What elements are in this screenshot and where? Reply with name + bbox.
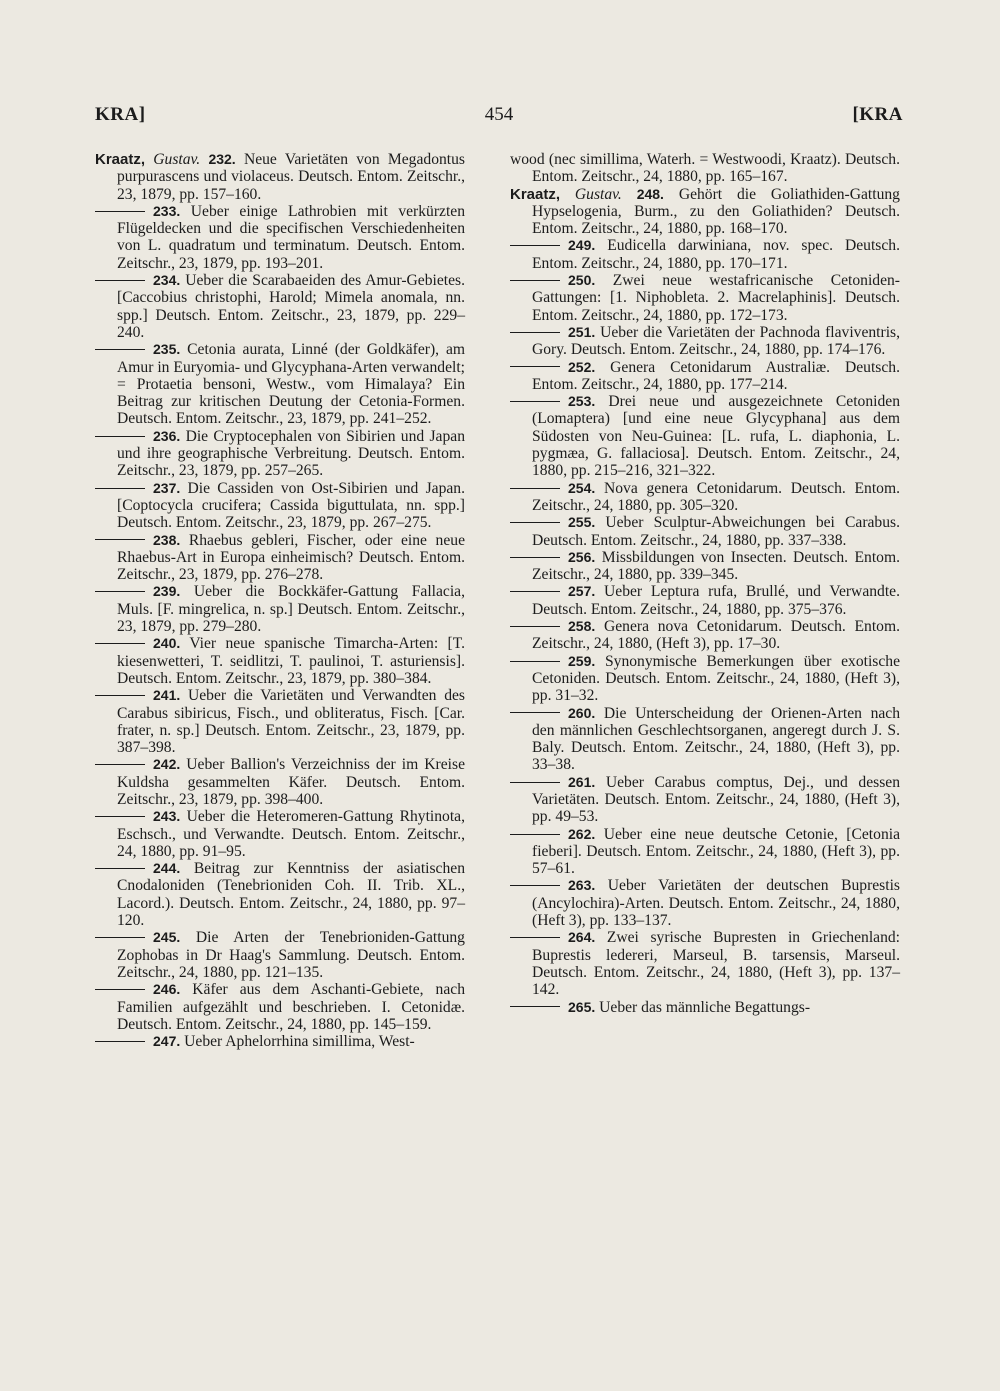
entry-text: Ueber Aphelorrhina simillima, West- xyxy=(184,1033,415,1051)
page-header xyxy=(95,104,903,132)
ditto-dash xyxy=(510,522,560,523)
entry-text: Die Cassiden von Ost-Sibirien und Japan. [Coptocycla crucifera; Cassida biguttulata, nn. spp.] Deutsch. Entom. Zeitschr., 23, 1879, pp. 267–275. xyxy=(117,479,465,532)
bibliography-entry xyxy=(510,359,900,394)
ditto-dash xyxy=(95,1041,145,1042)
entry-text: Genera nova Cetonidarum. Deutsch. Entom. Zeitschr., 24, 1880, (Heft 3), pp. 17–30. xyxy=(532,618,900,653)
ditto-dash xyxy=(95,816,145,817)
entry-number: 263. xyxy=(568,877,596,894)
bibliography-entry xyxy=(95,687,465,756)
entry-text: Eudicella darwiniana, nov. spec. Deutsch. Entom. Zeitschr., 24, 1880, pp. 170–171. xyxy=(532,237,900,272)
entry-text: Ueber Sculptur-Abweichungen bei Carabus. Deutsch. Entom. Zeitschr., 24, 1880, pp. 337–338. xyxy=(532,514,900,549)
entry-text: Ueber Varietäten der deutschen Buprestis (Ancylochira)-Arten. Deutsch. Entom. Zeitschr., 24, 1880, (Heft 3), pp. 133–137. xyxy=(532,877,900,930)
ditto-dash xyxy=(95,349,145,350)
entry-text: Nova genera Cetonidarum. Deutsch. Entom. Zeitschr., 24, 1880, pp. 305–320. xyxy=(532,479,900,514)
bibliography-entry xyxy=(95,756,465,808)
bibliography-entry xyxy=(510,877,900,929)
entry-text: Neue Varietäten von Megadontus purpurascens und violaceus. Deutsch. Entom. Zeitschr., 23, 1879, pp. 157–160. xyxy=(117,151,465,203)
entry-number: 264. xyxy=(568,929,596,946)
entry-number: 261. xyxy=(568,773,596,790)
bibliography-entry xyxy=(510,705,900,774)
entry-number: 260. xyxy=(568,704,596,721)
bibliography-entry xyxy=(510,999,900,1016)
entry-number: 244. xyxy=(153,860,181,877)
entry-number: 234. xyxy=(153,272,181,289)
entry-text: Genera Cetonidarum Australiæ. Deutsch. Entom. Zeitschr., 24, 1880, pp. 177–214. xyxy=(532,358,900,393)
bibliography-entry xyxy=(95,203,465,272)
ditto-dash xyxy=(95,868,145,869)
entry-number: 241. xyxy=(153,687,181,704)
ditto-dash xyxy=(510,488,560,489)
entry-text: Ueber einige Lathrobien mit verkürzten Flügeldecken und die specifischen Verschiedenheiten von L. quadratum und terminatum. Deutsch. Entom. Zeitschr., 23, 1879, pp. 193–201. xyxy=(117,202,465,272)
entry-text: wood (nec simillima, Waterh. = Westwoodi, Kraatz). Deutsch. Entom. Zeitschr., 24, 1880, pp. 165–167. xyxy=(510,151,900,186)
entry-text: Gehört die Goliathiden-Gattung Hypselogenia, Burm., zu den Goliathiden? Deutsch. Entom. Zeitschr., 24, 1880, pp. 168–170. xyxy=(532,185,900,238)
bibliography-entry xyxy=(510,480,900,515)
bibliography-entry xyxy=(95,808,465,860)
entry-number: 257. xyxy=(568,583,596,600)
ditto-dash xyxy=(510,280,560,281)
bibliography-entry xyxy=(510,186,900,238)
entry-number: 236. xyxy=(153,427,181,444)
bibliography-entry xyxy=(95,1033,465,1050)
ditto-dash xyxy=(95,488,145,489)
bibliography-entry xyxy=(95,860,465,929)
ditto-dash xyxy=(510,366,560,367)
entry-text: Drei neue und ausgezeichnete Cetoniden (Lomaptera) [und eine neue Glycyphana] aus dem Südosten von Neu-Guinea: [L. rufa, L. diaphonia, L. pygmæa, G. fallaciosa]. Deutsch. Entom. Zeitschr., 24, 1880, pp. 215–216, 321–322. xyxy=(532,393,900,480)
bibliography-entry xyxy=(95,929,465,981)
bibliography-entry xyxy=(95,151,465,203)
entry-text: Ueber die Scarabaeiden des Amur-Gebietes. [Caccobius christophi, Harold; Mimela anomala, nn. spp.] Deutsch. Entom. Zeitschr., 23, 1879, pp. 229–240. xyxy=(117,272,465,341)
ditto-dash xyxy=(510,885,560,886)
entry-number: 245. xyxy=(153,929,181,946)
ditto-dash xyxy=(510,332,560,333)
bibliography-entry xyxy=(95,532,465,584)
ditto-dash xyxy=(95,643,145,644)
bibliography-entry xyxy=(95,341,465,427)
entry-text: Vier neue spanische Timarcha-Arten: [T. kiesenwetteri, T. seidlitzi, T. paulinoi, T. asturiensis]. Deutsch. Entom. Zeitschr., 23, 1879, pp. 380–384. xyxy=(117,635,465,687)
entry-number: 253. xyxy=(568,393,596,410)
entry-number: 262. xyxy=(568,825,596,842)
entry-number: 238. xyxy=(153,531,181,548)
entry-number: 239. xyxy=(153,583,181,600)
author-given-name: Gustav. xyxy=(153,151,201,168)
entry-text: Ueber die Heteromeren-Gattung Rhytinota, Eschsch., und Verwandte. Deutsch. Entom. Zeitschr., 24, 1880, pp. 91–95. xyxy=(117,808,465,860)
ditto-dash xyxy=(510,626,560,627)
entry-number: 242. xyxy=(153,756,181,773)
entry-text: Ueber die Bockkäfer-Gattung Fallacia, Muls. [F. mingrelica, n. sp.] Deutsch. Entom. Zeitschr., 23, 1879, pp. 279–280. xyxy=(117,583,465,636)
entry-number: 258. xyxy=(568,618,596,635)
entry-text: Ueber Leptura rufa, Brullé, und Verwandte. Deutsch. Entom. Zeitschr., 24, 1880, pp. 375–376. xyxy=(532,583,900,618)
entry-number: 243. xyxy=(153,808,181,825)
ditto-dash xyxy=(510,401,560,402)
author-name: Kraatz, xyxy=(95,151,146,168)
ditto-dash xyxy=(510,245,560,246)
bibliography-entry xyxy=(95,981,465,1033)
ditto-dash xyxy=(510,834,560,835)
entry-text: Synonymische Bemerkungen über exotische Cetoniden. Deutsch. Entom. Zeitschr., 24, 1880, (Heft 3), pp. 31–32. xyxy=(532,652,900,705)
bibliography-entry xyxy=(510,826,900,878)
ditto-dash xyxy=(510,557,560,558)
page-number: 454 xyxy=(484,104,514,125)
ditto-dash xyxy=(95,937,145,938)
ditto-dash xyxy=(95,764,145,765)
bibliography-entry xyxy=(510,549,900,584)
entry-text: Ueber die Varietäten der Pachnoda flaviventris, Gory. Deutsch. Entom. Zeitschr., 24, 1880, pp. 174–176. xyxy=(532,323,900,359)
entry-number: 232. xyxy=(208,151,236,167)
entry-number: 255. xyxy=(568,514,596,531)
entry-text: Die Unterscheidung der Orienen-Arten nach den männlichen Geschlechtsorganen, angeregt durch J. S. Baly. Deutsch. Entom. Zeitschr., 24, 1880, (Heft 3), pp. 33–38. xyxy=(532,704,901,774)
entry-number: 237. xyxy=(153,479,181,496)
entry-text: Ueber Ballion's Verzeichniss der im Kreise Kuldsha gesammelten Käfer. Deutsch. Entom. Zeitschr., 23, 1879, pp. 398–400. xyxy=(117,756,465,808)
entry-text: Ueber das männliche Begattungs- xyxy=(599,998,811,1016)
ditto-dash xyxy=(510,661,560,662)
ditto-dash xyxy=(95,436,145,437)
bibliography-entry xyxy=(95,272,465,341)
entry-text: Beitrag zur Kenntniss der asiatischen Cnodaloniden (Tenebrioniden Coh. II. Trib. XL., Lacord.). Deutsch. Entom. Zeitschr., 24, 1880, pp. 97–120. xyxy=(117,860,465,930)
entry-text: Die Cryptocephalen von Sibirien und Japan und ihre geographische Verbreitung. Deutsch. Entom. Zeitschr., 23, 1879, pp. 257–265. xyxy=(117,427,465,480)
entry-text: Missbildungen von Insecten. Deutsch. Entom. Zeitschr., 24, 1880, pp. 339–345. xyxy=(532,548,900,584)
entry-text: Zwei neue westafricanische Cetoniden-Gattungen: [1. Niphobleta. 2. Macrelaphinis]. Deutsch. Entom. Zeitschr., 24, 1880, pp. 172–173. xyxy=(532,272,900,324)
entry-text: Zwei syrische Bupresten in Griechenland: Buprestis ledereri, Marseul, B. tarsensis, Marseul. Deutsch. Entom. Zeitschr., 24, 1880, (Heft 3), pp. 137–142. xyxy=(532,929,900,999)
entry-text: Rhaebus gebleri, Fischer, oder eine neue Rhaebus-Art in Europa einheimisch? Deutsch. Entom. Zeitschr., 23, 1879, pp. 276–278. xyxy=(117,531,465,584)
author-name: Kraatz, xyxy=(510,185,561,203)
entry-text: Ueber die Varietäten und Verwandten des Carabus sibiricus, Fisch., und obliteratus, Fisch. [Car. frater, n. sp.] Deutsch. Entom. Zeitschr., 23, 1879, pp. 387–398. xyxy=(117,687,465,757)
entry-number: 247. xyxy=(153,1033,181,1050)
bibliography-entry xyxy=(510,324,900,359)
author-given-name: Gustav. xyxy=(574,185,622,203)
bibliography-entry xyxy=(510,653,900,705)
bibliography-entry xyxy=(95,635,465,687)
bibliography-entry xyxy=(510,929,900,998)
entry-text: Ueber eine neue deutsche Cetonie, [Cetonia fieberi]. Deutsch. Entom. Zeitschr., 24, 1880, (Heft 3), pp. 57–61. xyxy=(532,825,900,878)
entry-text: Käfer aus dem Aschanti-Gebiete, nach Familien aufgezählt und beschrieben. I. Cetonidæ. Deutsch. Entom. Zeitschr., 24, 1880, pp. 145–159. xyxy=(117,981,465,1033)
left-column xyxy=(95,151,465,1050)
entry-number: 250. xyxy=(568,272,596,289)
ditto-dash xyxy=(510,782,560,783)
entry-number: 249. xyxy=(568,237,596,254)
entry-number: 254. xyxy=(568,479,596,496)
entry-number: 235. xyxy=(153,341,181,358)
entry-number: 240. xyxy=(153,635,181,652)
right-column xyxy=(510,151,900,1016)
bibliography-entry xyxy=(95,480,465,532)
bibliography-entry xyxy=(510,618,900,653)
header-left-guide: KRA] xyxy=(95,104,146,125)
ditto-dash xyxy=(510,1006,560,1007)
entry-number: 248. xyxy=(636,185,664,202)
ditto-dash xyxy=(510,712,560,713)
entry-number: 265. xyxy=(568,998,596,1015)
entry-number: 246. xyxy=(153,981,181,998)
entry-number: 256. xyxy=(568,548,596,565)
entry-number: 259. xyxy=(568,652,596,669)
ditto-dash xyxy=(510,937,560,938)
ditto-dash xyxy=(510,591,560,592)
ditto-dash xyxy=(95,539,145,540)
bibliography-entry xyxy=(510,774,900,826)
entry-text: Die Arten der Tenebrioniden-Gattung Zophobas in Dr Haag's Sammlung. Deutsch. Entom. Zeitschr., 24, 1880, pp. 121–135. xyxy=(117,929,465,981)
entry-text: Ueber Carabus comptus, Dej., und dessen Varietäten. Deutsch. Entom. Zeitschr., 24, 1880, (Heft 3), pp. 49–53. xyxy=(532,773,900,826)
entry-number: 252. xyxy=(568,358,596,375)
bibliography-entry xyxy=(510,514,900,549)
entry-text: Cetonia aurata, Linné (der Goldkäfer), am Amur in Euryomia- und Glycyphana-Arten verwandelt; = Protaetia bensoni, Westw., vom Himalaya? Ein Beitrag zur kritischen Deutung der Cetonia-Formen. Deutsch. Entom. Zeitschr., 23, 1879, pp. 241–252. xyxy=(117,341,465,428)
entry-number: 251. xyxy=(568,323,596,340)
bibliography-entry xyxy=(510,583,900,618)
bibliography-entry xyxy=(510,151,900,186)
bibliography-entry xyxy=(510,393,900,479)
entry-number: 233. xyxy=(153,202,181,219)
ditto-dash xyxy=(95,695,145,696)
bibliography-entry xyxy=(95,428,465,480)
header-right-guide: [KRA xyxy=(852,104,903,125)
ditto-dash xyxy=(95,211,145,212)
ditto-dash xyxy=(95,989,145,990)
bibliography-entry xyxy=(510,237,900,272)
ditto-dash xyxy=(95,280,145,281)
bibliography-entry xyxy=(95,583,465,635)
bibliography-entry xyxy=(510,272,900,324)
ditto-dash xyxy=(95,591,145,592)
